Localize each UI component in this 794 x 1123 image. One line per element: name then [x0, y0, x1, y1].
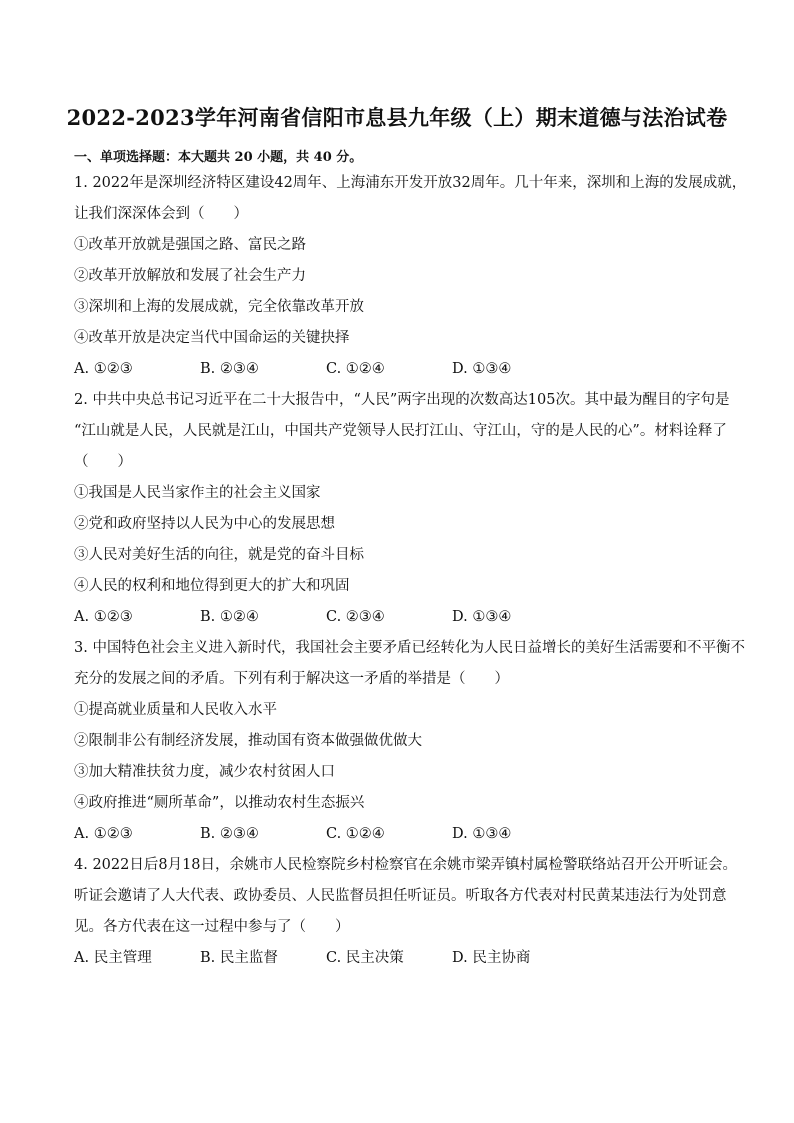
exam-title: 2022-2023学年河南省信阳市息县九年级（上）期末道德与法治试卷 — [66, 105, 728, 130]
question-3 — [74, 633, 745, 850]
answer-option-a[interactable]: A. 民主管理 — [74, 950, 152, 966]
statement-item: ②党和政府坚持以人民为中心的发展思想 — [74, 516, 335, 532]
statement-item: ②改革开放解放和发展了社会生产力 — [74, 268, 306, 284]
question-1 — [74, 168, 747, 385]
question-stem-line: 见。各方代表在这一过程中参与了（ ） — [74, 919, 350, 935]
answer-options — [74, 602, 724, 633]
statement-item: ①提高就业质量和人民收入水平 — [74, 702, 277, 718]
answer-options — [74, 819, 724, 850]
question-stem-line: 4. 2022日后8月18日，余姚市人民检察院乡村检察官在余姚市梁弄镇村属检警联络站召开公开听证会。 — [74, 857, 738, 873]
statement-item: ③加大精准扶贫力度，减少农村贫困人口 — [74, 764, 335, 780]
statement-item: ①改革开放就是强国之路、富民之路 — [74, 237, 306, 253]
statement-item: ①我国是人民当家作主的社会主义国家 — [74, 485, 321, 501]
question-stem-line: （ ） — [74, 454, 132, 470]
question-stem-line: 听证会邀请了人大代表、政协委员、人民监督员担任听证员。听取各方代表对村民黄某违法行为处罚意 — [74, 888, 727, 904]
answer-option-a[interactable]: A. ①②③ — [74, 609, 133, 625]
question-stem-line: 让我们深深体会到（ ） — [74, 206, 248, 222]
statement-item: ④人民的权利和地位得到更大的扩大和巩固 — [74, 578, 350, 594]
answer-option-c[interactable]: C. 民主决策 — [326, 950, 404, 966]
section-heading: 一、单项选择题：本大题共 20 小题，共 40 分。 — [74, 150, 363, 165]
answer-option-c[interactable]: C. ①②④ — [326, 826, 385, 842]
statement-item: ③人民对美好生活的向往，就是党的奋斗目标 — [74, 547, 364, 563]
answer-option-d[interactable]: D. ①③④ — [452, 361, 512, 377]
answer-option-d[interactable]: D. ①③④ — [452, 609, 512, 625]
answer-option-b[interactable]: B. 民主监督 — [200, 950, 278, 966]
answer-option-b[interactable]: B. ②③④ — [200, 826, 259, 842]
question-list — [74, 168, 747, 974]
answer-option-a[interactable]: A. ①②③ — [74, 361, 133, 377]
question-stem-line: “江山就是人民，人民就是江山，中国共产党领导人民打江山、守江山，守的是人民的心”。材料诠释了 — [74, 423, 727, 439]
answer-option-c[interactable]: C. ②③④ — [326, 609, 385, 625]
answer-option-d[interactable]: D. 民主协商 — [452, 950, 531, 966]
answer-option-b[interactable]: B. ①②④ — [200, 609, 259, 625]
answer-option-b[interactable]: B. ②③④ — [200, 361, 259, 377]
answer-option-c[interactable]: C. ①②④ — [326, 361, 385, 377]
answer-options — [74, 354, 724, 385]
answer-option-a[interactable]: A. ①②③ — [74, 826, 133, 842]
question-stem-line: 3. 中国特色社会主义进入新时代，我国社会主要矛盾已经转化为人民日益增长的美好生活需要和不平衡不 — [74, 640, 745, 656]
answer-options — [74, 943, 724, 974]
statement-item: ③深圳和上海的发展成就，完全依靠改革开放 — [74, 299, 364, 315]
question-stem-line: 1. 2022年是深圳经济特区建设42周年、上海浦东开发开放32周年。几十年来，深圳和上海的发展成就， — [74, 175, 747, 191]
question-4 — [74, 850, 738, 974]
question-stem-line: 2. 中共中央总书记习近平在二十大报告中，“人民”两字出现的次数高达105次。其中最为醒目的字句是 — [74, 392, 730, 408]
answer-option-d[interactable]: D. ①③④ — [452, 826, 512, 842]
statement-item: ④改革开放是决定当代中国命运的关键抉择 — [74, 330, 350, 346]
statement-item: ②限制非公有制经济发展，推动国有资本做强做优做大 — [74, 733, 422, 749]
statement-item: ④政府推进“厕所革命”，以推动农村生态振兴 — [74, 795, 365, 811]
question-2 — [74, 385, 730, 633]
question-stem-line: 充分的发展之间的矛盾。下列有利于解决这一矛盾的举措是（ ） — [74, 671, 509, 687]
